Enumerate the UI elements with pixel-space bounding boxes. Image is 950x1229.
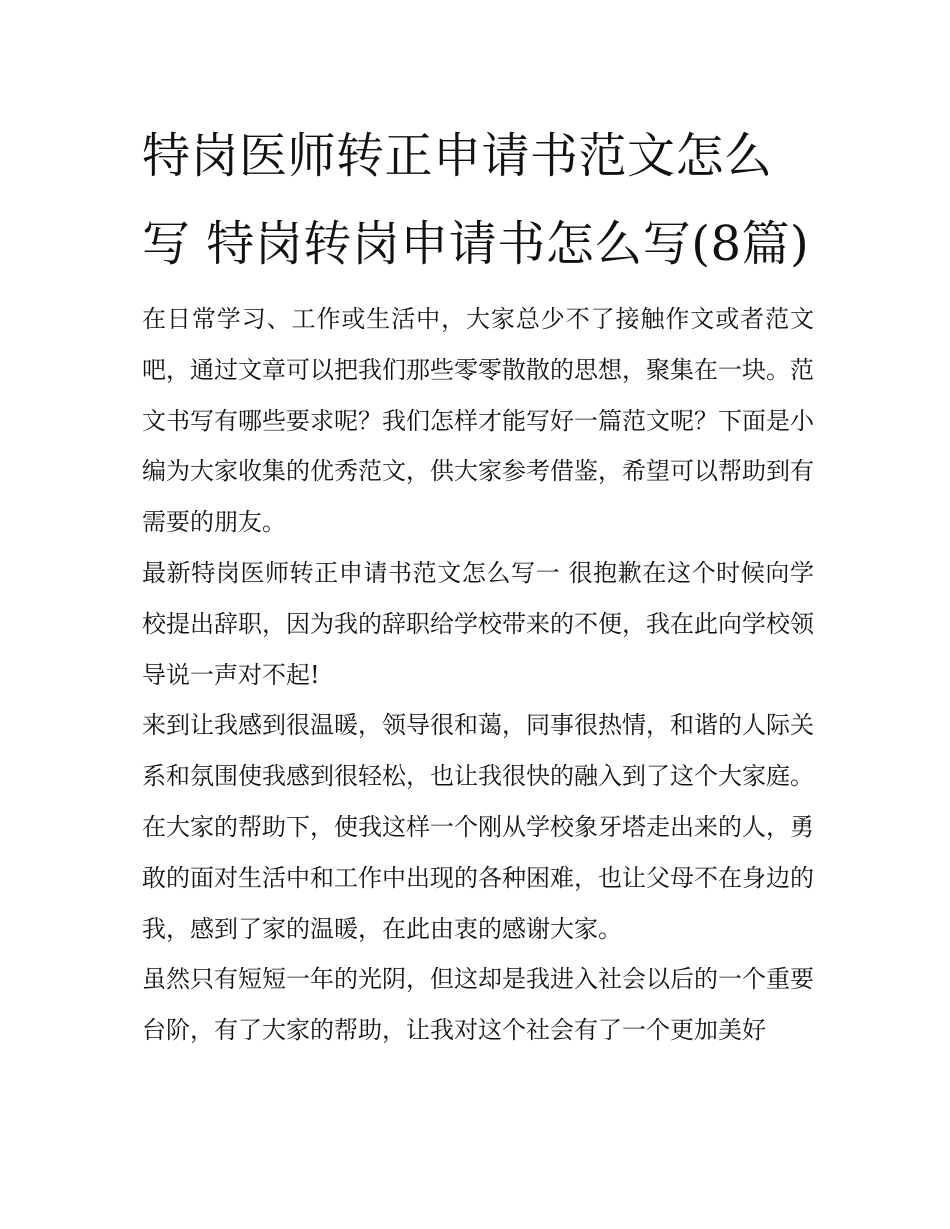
paragraph-reflection: 虽然只有短短一年的光阴，但这却是我进入社会以后的一个重要台阶，有了大家的帮助，让我对这个社会有了一个更加美好 (142, 965, 814, 1045)
paragraph-gratitude: 来到让我感到很温暖，领导很和蔼，同事很热情，和谐的人际关系和氛围使我感到很轻松，也让我很快的融入到了这个大家庭。在大家的帮助下，使我这样一个刚从学校象牙塔走出来的人，勇敢的面对生活中和工作中出现的各种困难，也让父母不在身边的我，感到了家的温暖，在此由衷的感谢大家。 (142, 711, 814, 943)
paragraph-resignation-apology: 最新特岗医师转正申请书范文怎么写一 很抱歉在这个时候向学校提出辞职，因为我的辞职给学校带来的不便，我在此向学校领导说一声对不起! (142, 558, 814, 689)
document-title: 特岗医师转正申请书范文怎么写 特岗转岗申请书怎么写(8篇) (142, 128, 810, 272)
document-content (142, 112, 814, 1056)
document-body (142, 294, 814, 1056)
paragraph-intro: 在日常学习、工作或生活中，大家总少不了接触作文或者范文吧，通过文章可以把我们那些零零散散的思想，聚集在一块。范文书写有哪些要求呢？我们怎样才能写好一篇范文呢？下面是小编为大家收集的优秀范文，供大家参考借鉴，希望可以帮助到有需要的朋友。 (142, 305, 814, 537)
